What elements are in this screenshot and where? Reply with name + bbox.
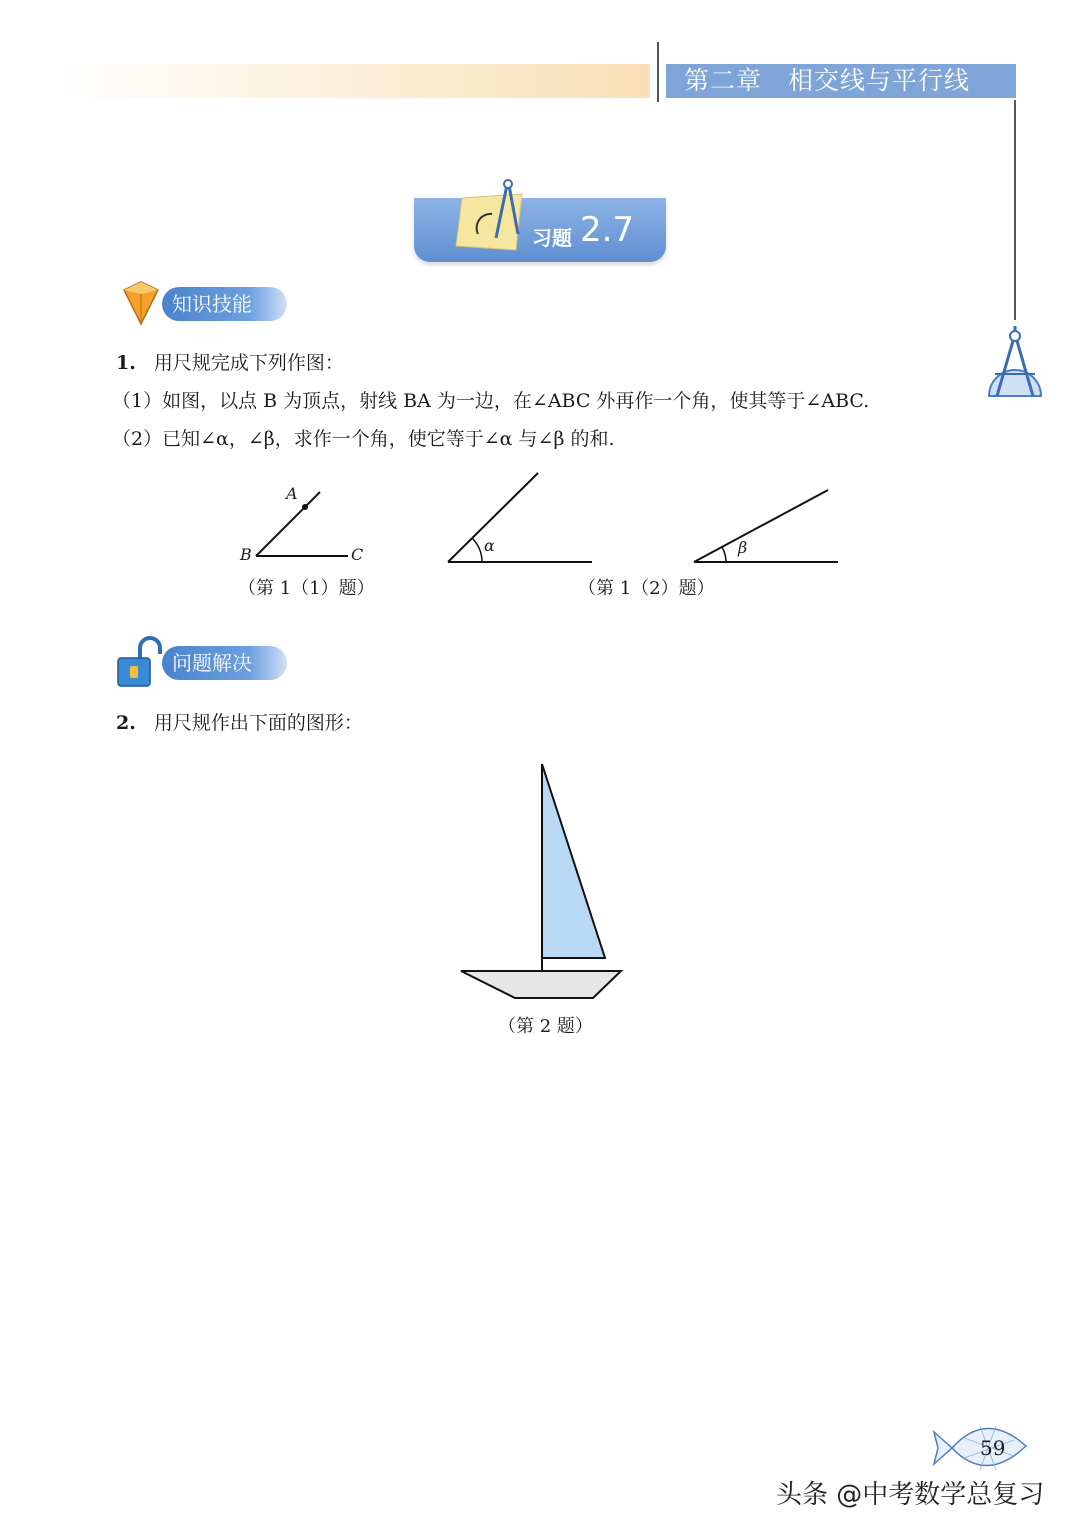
unlocked-padlock-icon [114,636,162,688]
exercise-label: 习题 [532,226,572,250]
label-alpha: α [484,536,495,555]
header-decoration [60,64,650,98]
compass-protractor-icon [985,326,1045,400]
problem-2-title [116,708,363,735]
angle-alpha-figure [440,465,600,570]
chapter-title: 第二章 相交线与平行线 [666,64,1016,98]
diamond-icon [120,278,162,326]
label-b: B [240,545,252,564]
compass-note-icon [452,176,532,254]
exercise-number: 2.7 [580,210,635,250]
section-problem-solving: 问题解决 [162,646,287,680]
problem-1-title [116,348,344,375]
margin-line [1014,100,1016,320]
problem-1-part-2: （2）已知∠α，∠β，求作一个角，使它等于∠α 与∠β 的和. [112,428,615,450]
problem-1-part-1: （1）如图，以点 B 为顶点，射线 BA 为一边，在∠ABC 外再作一个角，使其等于∠ABC. [112,390,870,412]
problem-2-text: 用尺规作出下面的图形： [153,712,363,734]
sailboat-figure [455,758,627,1004]
problem-1-number: 1. [116,352,136,374]
header-divider [657,42,659,102]
caption-1-1: （第 1（1）题） [238,578,375,599]
section-skills: 知识技能 [162,287,287,321]
problem-1-text: 用尺规完成下列作图： [153,352,344,374]
problem-2-number: 2. [116,712,136,734]
label-beta: β [738,538,748,557]
caption-1-2: （第 1（2）题） [578,578,715,599]
page-number: 59 [980,1436,1006,1460]
label-c: C [351,545,364,564]
caption-2: （第 2 题） [498,1016,593,1037]
watermark: 头条 @中考数学总复习 [776,1480,1045,1510]
label-a: A [286,484,298,503]
angle-beta-figure [688,482,848,570]
